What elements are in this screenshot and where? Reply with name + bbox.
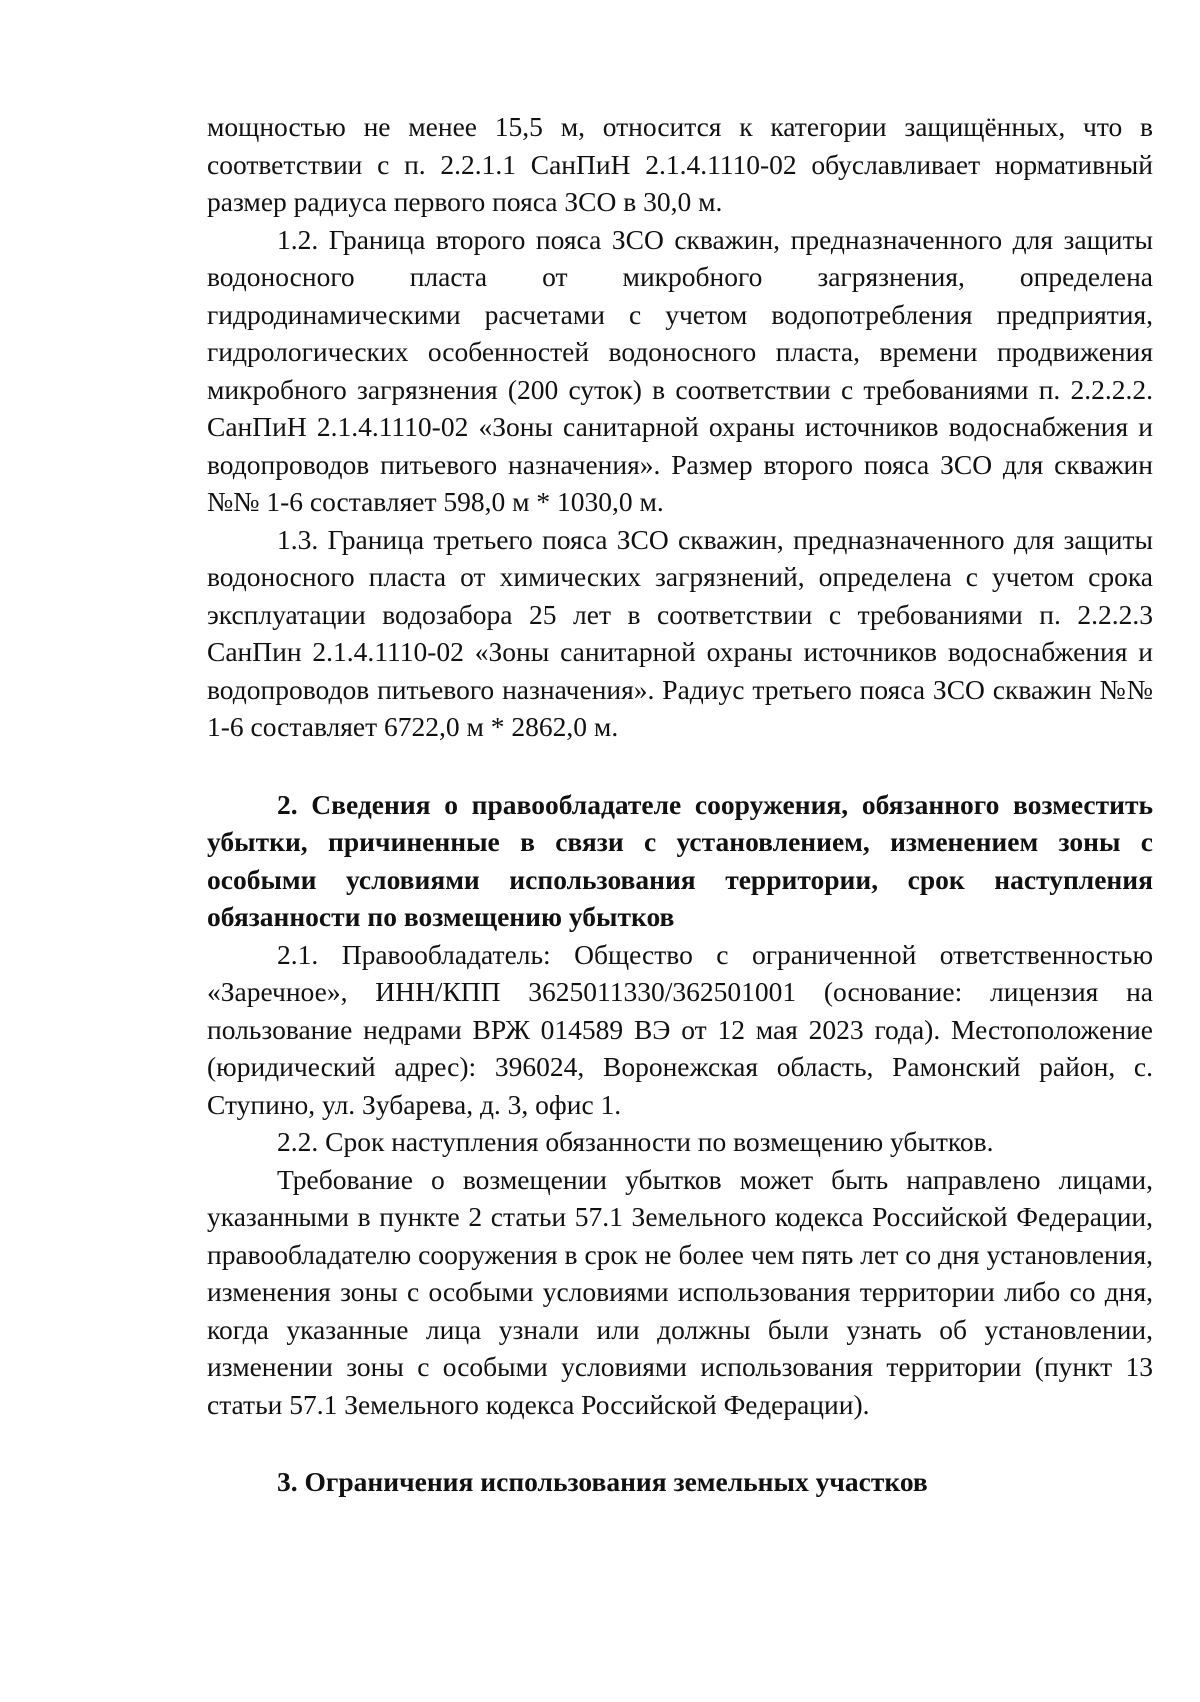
section-heading-2: 2. Сведения о правообладателе сооружения, обязанного возместить убытки, причиненные в связи с установлением, изменением зоны с особыми условиями использования территории, срок наступления обязанности по возмещению убытков	[207, 788, 1153, 932]
paragraph-1-3: 1.3. Граница третьего пояса ЗСО скважин, предназначенного для защиты водоносного пласта от химических загрязнений, определена с учетом срока эксплуатации водозабора 25 лет в соответствии с требованиями п. 2.2.2.3 СанПин 2.1.4.1110-02 «Зоны санитарной охраны источников водоснабжения и водопроводов питьевого назначения». Радиус третьего пояса ЗСО скважин №№ 1-6 составляет 6722,0 м * 2862,0 м.	[207, 523, 1153, 742]
section-spacer	[207, 746, 1153, 786]
paragraph-continuation: мощностью не менее 15,5 м, относится к категории защищённых, что в соответствии с п. 2.2.1.1 СанПиН 2.1.4.1110-02 обуславливает нормативный размер радиуса первого пояса ЗСО в 30,0 м.	[207, 111, 1153, 217]
paragraph-2-2: 2.2. Срок наступления обязанности по возмещению убытков.	[277, 1126, 994, 1157]
document-body	[207, 108, 1153, 1501]
paragraph-1-2: 1.2. Граница второго пояса ЗСО скважин, предназначенного для защиты водоносного пласта от микробного загрязнения, определена гидродинамическими расчетами с учетом водопотребления предприятия, гидрологических особенностей водоносного пласта, времени продвижения микробного загрязнения (200 суток) в соответствии с требованиями п. 2.2.2.2. СанПиН 2.1.4.1110-02 «Зоны санитарной охраны источников водоснабжения и водопроводов питьевого назначения». Размер второго пояса ЗСО для скважин №№ 1-6 составляет 598,0 м * 1030,0 м.	[207, 223, 1153, 517]
section-spacer	[207, 1423, 1153, 1463]
paragraph-2-2-body: Требование о возмещении убытков может быть направлено лицами, указанными в пункте 2 статьи 57.1 Земельного кодекса Российской Федерации, правообладателю сооружения в срок не более чем пять лет со дня установления, изменения зоны с особыми условиями использования территории либо со дня, когда указанные лица узнали или должны были узнать об установлении, изменении зоны с особыми условиями использования территории (пункт 13 статьи 57.1 Земельного кодекса Российской Федерации).	[207, 1163, 1153, 1420]
paragraph-2-1: 2.1. Правообладатель: Общество с ограниченной ответственностью «Заречное», ИНН/КПП 3625011330/362501001 (основание: лицензия на пользование недрами ВРЖ 014589 ВЭ от 12 мая 2023 года). Местоположение (юридический адрес): 396024, Воронежская область, Рамонский район, с. Ступино, ул. Зубарева, д. 3, офис 1.	[207, 938, 1153, 1120]
section-heading-3: 3. Ограничения использования земельных участков	[277, 1466, 928, 1497]
